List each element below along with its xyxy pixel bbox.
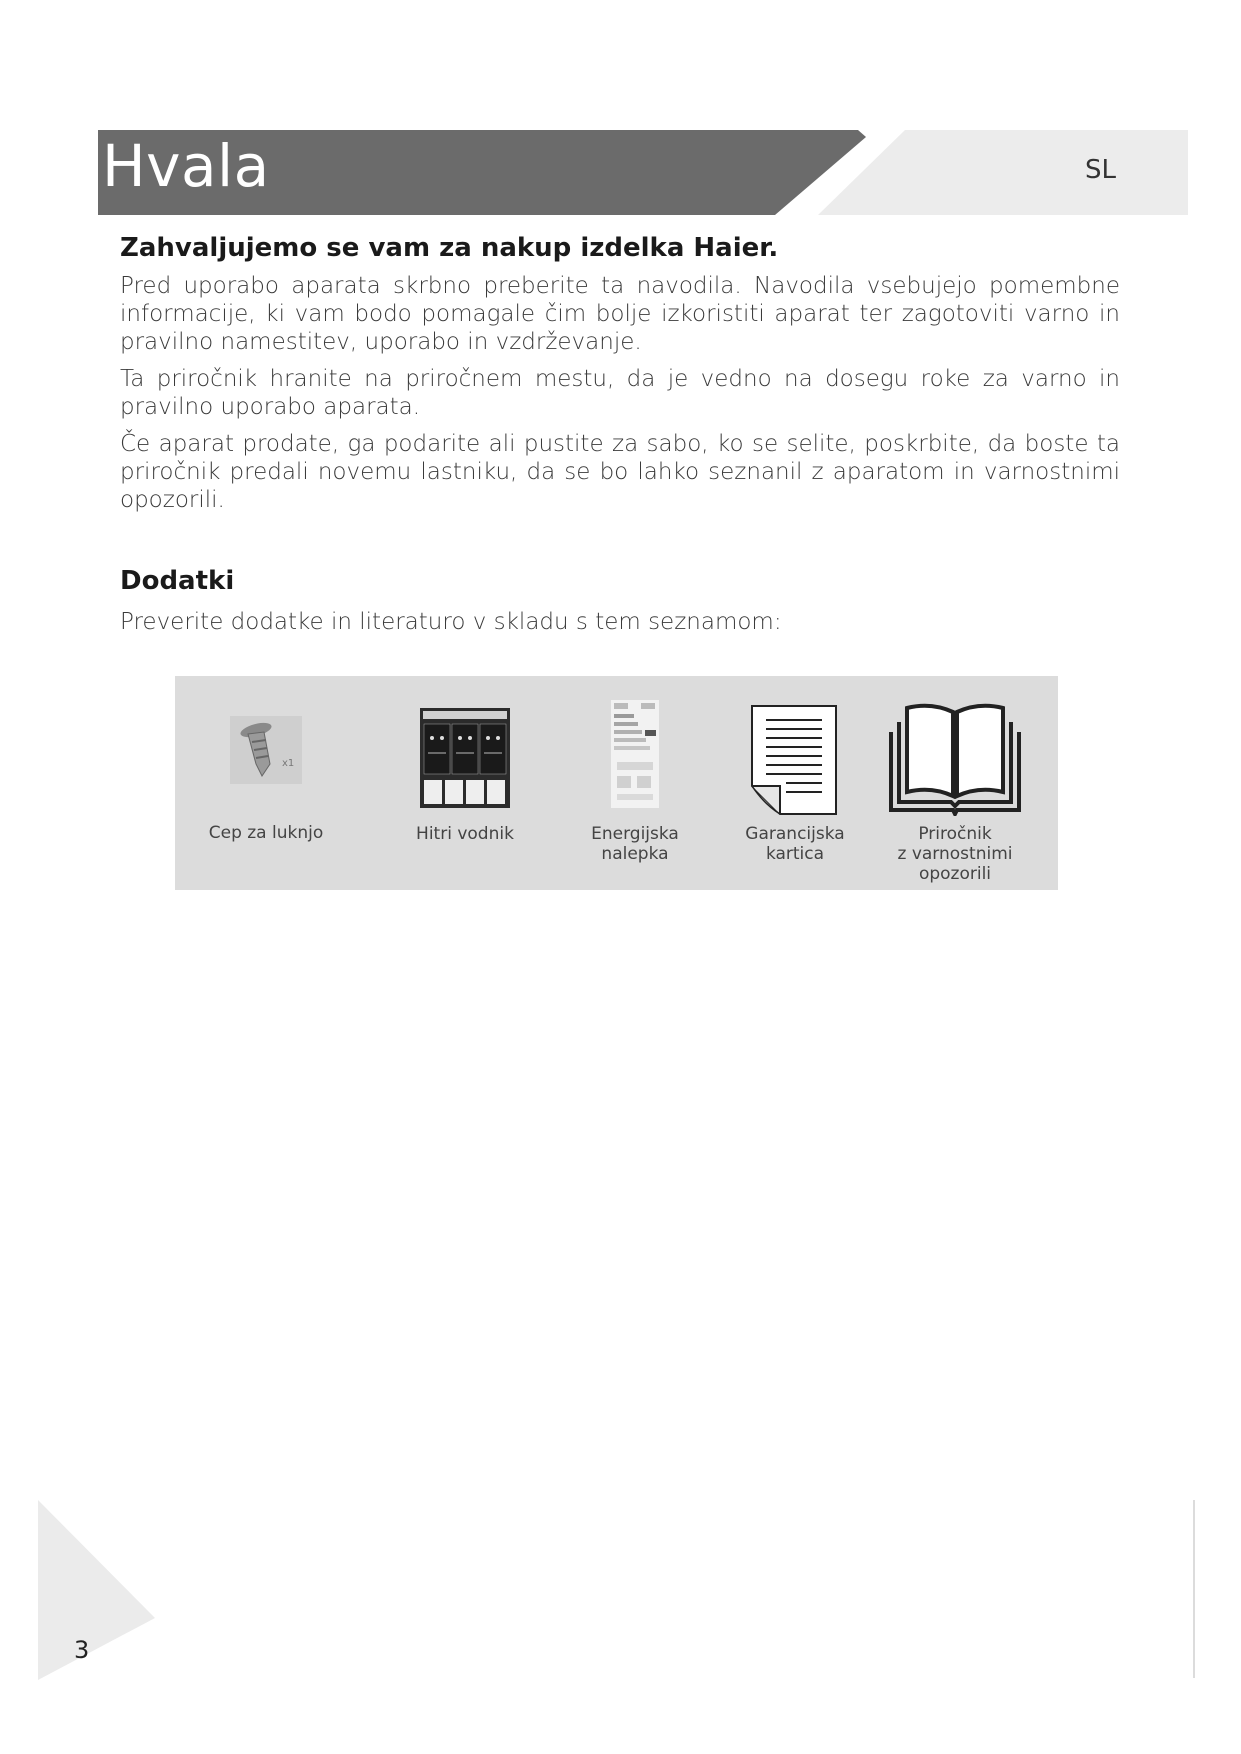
accessories-section [120, 566, 1120, 636]
page-title: Hvala [102, 132, 270, 200]
accessory-label: Priročnik z varnostnimi opozorili [897, 824, 1013, 884]
intro-paragraph: Pred uporabo aparata skrbno preberite ta navodila. Navodila vsebujejo pomembne informacije, ki vam bodo pomagale čim bolje izkoristiti aparat ter zagotoviti varno in pravilno namestitev, uporabo in vzdrževanje. [120, 273, 1120, 355]
accessory-label: Garancijska kartica [745, 824, 845, 864]
accessories-heading: Dodatki [120, 566, 235, 596]
accessory-label: Cep za luknjo [208, 823, 324, 843]
accessory-item-quick-guide [365, 676, 565, 890]
page-number: 3 [74, 1636, 90, 1664]
header-light-shape [818, 130, 1188, 215]
intro-paragraph: Če aparat prodate, ga podarite ali pustite za sabo, ko se selite, poskrbite, da boste ta priročnik predali novemu lastniku, da se bo lahko seznanil z aparatom in varnostnimi opozorili. [120, 431, 1120, 513]
intro-heading: Zahvaljujemo se vam za nakup izdelka Haier. [120, 233, 779, 263]
footer-decoration [0, 1500, 1241, 1754]
warranty-card-icon [750, 704, 840, 816]
hole-plug-icon [230, 716, 302, 784]
accessory-label: Energijska nalepka [591, 824, 679, 864]
intro-section [120, 233, 1120, 514]
quantity-label: x1 [282, 758, 295, 769]
accessory-item-manual [875, 676, 1035, 890]
accessory-item-energy-label [555, 676, 715, 890]
manual-book-icon [887, 702, 1023, 816]
accessories-text: Preverite dodatke in literaturo v skladu s tem seznamom: [120, 609, 782, 635]
quick-guide-icon [420, 708, 510, 808]
intro-paragraph: Ta priročnik hranite na priročnem mestu, da je vedno na dosegu roke za varno in pravilno uporabo aparata. [120, 366, 1120, 420]
page-corner-shape [38, 1500, 155, 1680]
language-code: SL [1085, 155, 1116, 185]
accessory-item-warranty-card [715, 676, 875, 890]
energy-label-icon [611, 700, 659, 808]
accessory-item-hole-plug [175, 676, 357, 890]
accessories-panel [175, 676, 1058, 890]
accessory-label: Hitri vodnik [416, 824, 514, 844]
